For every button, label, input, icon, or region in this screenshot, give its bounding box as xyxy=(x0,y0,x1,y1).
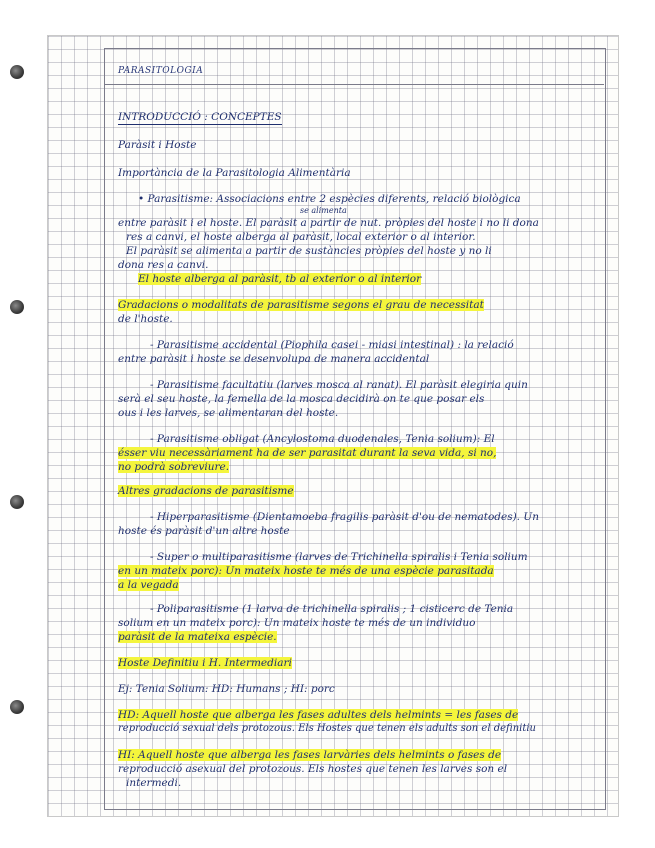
obligat-line2: ésser viu necessàriament ha de ser parasitat durant la seva vida, si no, xyxy=(118,447,497,459)
hd-line2: reproducció sexual dels protozous. Els Hostes que tenen els adults son el definitiu xyxy=(118,723,536,734)
poliparasitisme-line3: paràsit de la mateixa espècie. xyxy=(118,631,277,643)
page-title: PARASITOLOGIA xyxy=(118,66,204,76)
gradacions-heading-line2: de l'hoste. xyxy=(118,313,173,325)
notebook-page xyxy=(48,36,618,816)
poliparasitisme-line1: - Poliparasitisme (1 larva de trichinella spiralis ; 1 cisticerc de Tenia xyxy=(150,603,514,615)
hd-line1: HD: Aquell hoste que alberga les fases adultes dels helmints = les fases de xyxy=(118,709,519,721)
bullet-alimenta-line1: El paràsit se alimenta a partir de sustàncies pròpies del hoste y no li xyxy=(126,245,492,257)
binder-hole-icon xyxy=(10,300,24,314)
binder-hole-icon xyxy=(10,700,24,714)
multiparasitisme-line3: a la vegada xyxy=(118,579,179,591)
obligat-line3: no podrà sobreviure. xyxy=(118,461,230,473)
hi-line2: reproducció asexual del protozous. Els hostes que tenen les larves son el xyxy=(118,763,508,775)
accidental-line2: entre paràsit i hoste se desenvolupa de manera accidental xyxy=(118,353,430,365)
hi-line3: intermedi. xyxy=(126,777,182,789)
multiparasitisme-line2: en un mateix porc): Un mateix hoste te més de una espècie parasitada xyxy=(118,565,494,577)
bullet-parasitisme-line1: • Parasitisme: Associacions entre 2 espècies diferents, relació biològica xyxy=(138,193,521,205)
hostes-heading: Hoste Definitiu i H. Intermediari xyxy=(118,657,292,669)
binder-hole-icon xyxy=(10,495,24,509)
hiperparasitisme-line2: hoste és paràsit d'un altre hoste xyxy=(118,525,290,537)
hiperparasitisme-line1: - Hiperparasitisme (Dientamoeba fragilis paràsit d'ou de nematodes). Un xyxy=(150,511,539,523)
multiparasitisme-line1: - Super o multiparasitisme (larves de Trichinella spiralis i Tenia solium xyxy=(150,551,528,563)
bullet-alimenta-line2: dona res a canvi. xyxy=(118,259,209,271)
obligat-line1: - Parasitisme obligat (Ancylostoma duodenales, Tenia solium): El xyxy=(150,433,495,445)
hostes-example: Ej: Tenia Solium: HD: Humans ; HI: porc xyxy=(118,683,335,695)
section-heading-intro: INTRODUCCIÓ : CONCEPTES xyxy=(118,111,282,123)
facultatiu-line3: ous i les larves, se alimentaran del hoste. xyxy=(118,407,339,419)
subheading-importancia: Importància de la Parasitologia Alimentària xyxy=(118,167,351,179)
bullet-parasitisme-line3: res a canvi, el hoste alberga al paràsit, local exterior o al interior. xyxy=(126,231,476,243)
accidental-line1: - Parasitisme accidental (Piophila casei - miasi intestinal) : la relació xyxy=(150,339,514,351)
facultatiu-line2: serà el seu hoste, la femella de la mosca decidirà on te que posar els xyxy=(118,393,485,405)
poliparasitisme-line2: solium en un mateix porc): Un mateix hoste te més de un individuo xyxy=(118,617,476,629)
subheading-parasit-hoste: Paràsit i Hoste xyxy=(118,139,197,151)
hi-line1: HI: Aquell hoste que alberga les fases larvàries dels helmints o fases de xyxy=(118,749,502,761)
facultatiu-line1: - Parasitisme facultatiu (larves mosca al ranat). El paràsit elegiria quin xyxy=(150,379,528,391)
bullet-parasitisme-line2: entre paràsit i el hoste. El paràsit a partir de nut. pròpies del hoste i no li dona xyxy=(118,217,539,229)
binder-hole-icon xyxy=(10,65,24,79)
altres-heading: Altres gradacions de parasitisme xyxy=(118,485,294,497)
bullet-alberga: El hoste alberga al paràsit, tb al exterior o al interior xyxy=(138,273,422,285)
gradacions-heading-line1: Gradacions o modalitats de parasitisme segons el grau de necessitat xyxy=(118,299,484,311)
bullet-parasitisme-annotation: se alimenta xyxy=(300,206,347,215)
